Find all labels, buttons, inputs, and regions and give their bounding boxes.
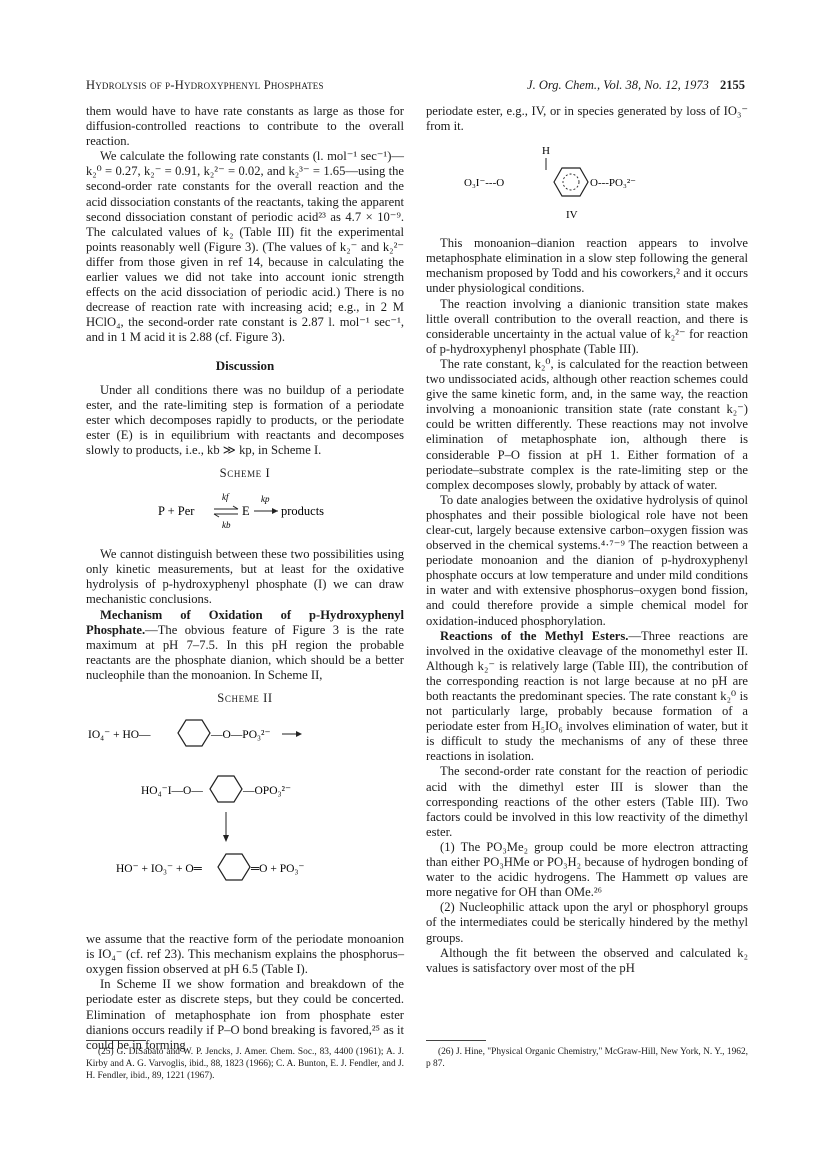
right-column [426, 104, 748, 976]
benzene-ring [554, 168, 588, 196]
paragraph: (2) Nucleophilic attack upon the aryl or phosphoryl groups of the intermediates could be sterically hindered by the methyl groups. [426, 900, 748, 945]
benzene-ring [210, 776, 242, 802]
paragraph-body: —Three reactions are involved in the oxidative cleavage of the monomethyl ester II. Although k₂⁻ is relatively large (Table III), the contribution of the corresponding reaction is not large because at no pH are both reactants the predominant species. The rate constant k₂⁰ is not particularly large, probably because formation of a periodate ester from H₅IO₆ involves elimination of water, but it is difficult to study the mechanisms of any of these three reactions in isolation. [426, 628, 748, 764]
scheme2-row2-right: —OPO₃²⁻ [243, 785, 292, 798]
scheme1-intermediate: E [242, 504, 250, 519]
section-heading: Discussion [215, 357, 275, 373]
scheme1-kp-label: kp [261, 494, 270, 505]
scheme2-row2-left: HO₄⁻I—O— [141, 785, 203, 798]
footnote-text: (26) J. Hine, "Physical Organic Chemistry," McGraw-Hill, New York, N. Y., 1962, p 87. [426, 1047, 748, 1069]
product-arrowhead [272, 508, 278, 514]
paragraph: Under all conditions there was no buildup of a periodate ester, and the rate-limiting step is formation of a periodate ester which decomposes rapidly to products, or the periodate ester (E) is in equilibrium with reactants and decomposes slowly to products, i.e., kb ≫ kp, in Scheme I. [86, 382, 404, 457]
paragraph: (1) The PO₃Me₂ group could be more electron attracting than either PO₃HMe or PO₃H₂ because of hydrogen bonding of water to the acidic hydrogens. The Hammett σp values are more negative for OH than OMe.²⁶ [426, 839, 748, 900]
scheme-2-diagram [86, 712, 404, 912]
scheme2-row1-left: IO₄⁻ + HO— [88, 729, 151, 742]
scheme1-products: products [281, 504, 325, 519]
page-number: 2155 [720, 78, 745, 92]
footnote-text: (25) G. DiSabato and W. P. Jencks, J. Amer. Chem. Soc., 83, 4400 (1961); A. J. Kirby and A. G. Varvoglis, ibid., 88, 1823 (1966); C. A. Bunton, E. J. Fendler, and J. H. Fendler, ibid., 89, 1221 (1967). [86, 1047, 404, 1081]
aromatic-circle [563, 174, 579, 190]
paragraph-body: —The obvious feature of Figure 3 is the rate maximum at pH 7–7.5. In this pH region the probable reactants are the phosphate dianion, which should be a better nucleophile than the monoanion. In Scheme II, [86, 622, 404, 682]
paragraph [426, 629, 748, 765]
paragraph [86, 608, 404, 683]
paragraph: The rate constant, k₂⁰, is calculated for the reaction between two undissociated acids, although other reaction schemes could give the same kinetic form, and, in the same way, the reaction involving a monoanionic transition state (rate constant k₂⁻) could be written differently. These reactions may not involve elimination of metaphosphate ion, although there is considerable P–O fission at pH 1. Either formation of a periodate–substrate complex is the rate-limiting step or the complex decomposes slowly, probably by attack of water. [426, 356, 748, 492]
scheme1-reactants: P + Per [158, 504, 195, 519]
scheme-2-mechanism [86, 712, 404, 922]
footnote-rule [86, 1040, 146, 1041]
iv-left-group: O₃I⁻---O [464, 177, 505, 190]
journal-citation: J. Org. Chem., Vol. 38, No. 12, 1973 [527, 78, 709, 92]
structure-iv [426, 140, 748, 228]
paragraph: To date analogies between the oxidative hydrolysis of quinol phosphates and their possible biological role have not been clear-cut, largely because extensive carbon–oxygen fission was observed in the chemical systems.⁴·⁷⁻⁹ The reaction between a periodate monoanion and the dianion of p-hydroxyphenyl phosphate occurs at low temperature and under mild conditions in water and with extensive phosphorus–oxygen bond fission, and could therefore provide a simple chemical model for oxidation-induced phosphorylation. [426, 492, 748, 628]
paragraph: The second-order rate constant for the reaction of periodic acid with the dimethyl ester III is slower than the corresponding reactions of the other esters (Table III). Two factors could be involved in this low reactivity of the dimethyl ester. [426, 764, 748, 839]
left-column [86, 104, 404, 1053]
scheme2-row3-right: ═O + PO₃⁻ [251, 863, 305, 876]
structure-iv-diagram [426, 140, 748, 228]
scheme2-row3-left: HO⁻ + IO₃⁻ + O═ [116, 863, 202, 876]
scheme-1-diagram [86, 487, 404, 539]
footnote-rule [426, 1040, 486, 1041]
down-arrowhead [223, 835, 229, 842]
subsection-heading: Mechanism of Oxidation of p-Hydroxyphenyl Phosphate. [86, 607, 404, 637]
compound-label: IV [566, 209, 578, 222]
paragraph: periodate ester, e.g., IV, or in species generated by loss of IO₃⁻ from it. [426, 104, 748, 134]
subsection-heading: Reactions of the Methyl Esters. [440, 628, 629, 643]
running-header [86, 78, 745, 94]
footnote-25 [86, 1046, 404, 1082]
scheme-title: Scheme I [219, 466, 271, 481]
paragraph: The reaction involving a dianionic transition state makes little overall contribution to the overall reaction, and there is considerable uncertainty in the actual value of k₂²⁻ for reaction of p-hydroxyphenyl phosphate (Table III). [426, 296, 748, 356]
scheme1-kb-label: kb [222, 520, 231, 531]
iv-right-group: O---PO₃²⁻ [590, 177, 636, 190]
footnote-26 [426, 1046, 748, 1070]
scheme1-kf-label: kf [222, 492, 229, 503]
quinone-ring [218, 854, 250, 880]
paragraph: Although the fit between the observed and calculated k₂ values is satisfactory over most of the pH [426, 945, 748, 975]
hydrogen-label: H [542, 145, 550, 158]
journal-reference [527, 78, 745, 93]
benzene-ring [178, 720, 210, 746]
paragraph: We calculate the following rate constants (l. mol⁻¹ sec⁻¹)—k₂⁰ = 0.27, k₂⁻ = 0.91, k₂²⁻ = 0.02, and k₂³⁻ = 1.65—using the second-order rate constants for the overall reaction and the acid dissociation constants of the reactants, taking the apparent second dissociation constant of periodic acid²³ as 4.7 × 10⁻⁹. The calculated values of k₂ (Table III) fit the experimental points reasonably well (Figure 3). (The values of k₂⁻ and k₂²⁻ differ from those given in ref 14, because in calculating the earlier values we did not take into account ionic strength effects on the acid dissociation of periodic acid.) There is no decrease of reaction rate with increasing acid; e.g., in 2 M HClO₄, the second-order rate constant is 2.87 l. mol⁻¹ sec⁻¹, and in 1 M acid it is 2.88 (cf. Figure 3). [86, 149, 404, 345]
scheme-title: Scheme II [217, 691, 273, 705]
paragraph: them would have to have rate constants as large as those for diffusion-controlled reactions to contribute to the overall reaction. [86, 104, 404, 149]
running-title: Hydrolysis of p-Hydroxyphenyl Phosphates [86, 78, 324, 92]
scheme2-row1-right: —O—PO₃²⁻ [211, 729, 271, 742]
paragraph: This monoanion–dianion reaction appears to involve metaphosphate elimination in a slow step following the general mechanism proposed by Todd and his coworkers,² and it occurs under physiological conditions. [426, 236, 748, 296]
paragraph: We cannot distinguish between these two possibilities using only kinetic measurements, but at least for the oxidative hydrolysis of p-hydroxyphenyl phosphate (I) we can draw mechanistic conclusions. [86, 547, 404, 607]
scheme-1-equation [86, 487, 404, 539]
paragraph: In Scheme II we show formation and breakdown of the periodate ester as discrete steps, but they could be concerted. Elimination of metaphosphate ion from phosphate ester dianions occurs readily if P–O bond breaking is favored,²⁵ as it could be in forming [86, 977, 404, 1052]
reaction-arrowhead [296, 731, 302, 737]
paragraph: we assume that the reactive form of the periodate monoanion is IO₄⁻ (cf. ref 23). This mechanism explains the phosphorus–oxygen fission observed at pH 6.5 (Table I). [86, 932, 404, 977]
